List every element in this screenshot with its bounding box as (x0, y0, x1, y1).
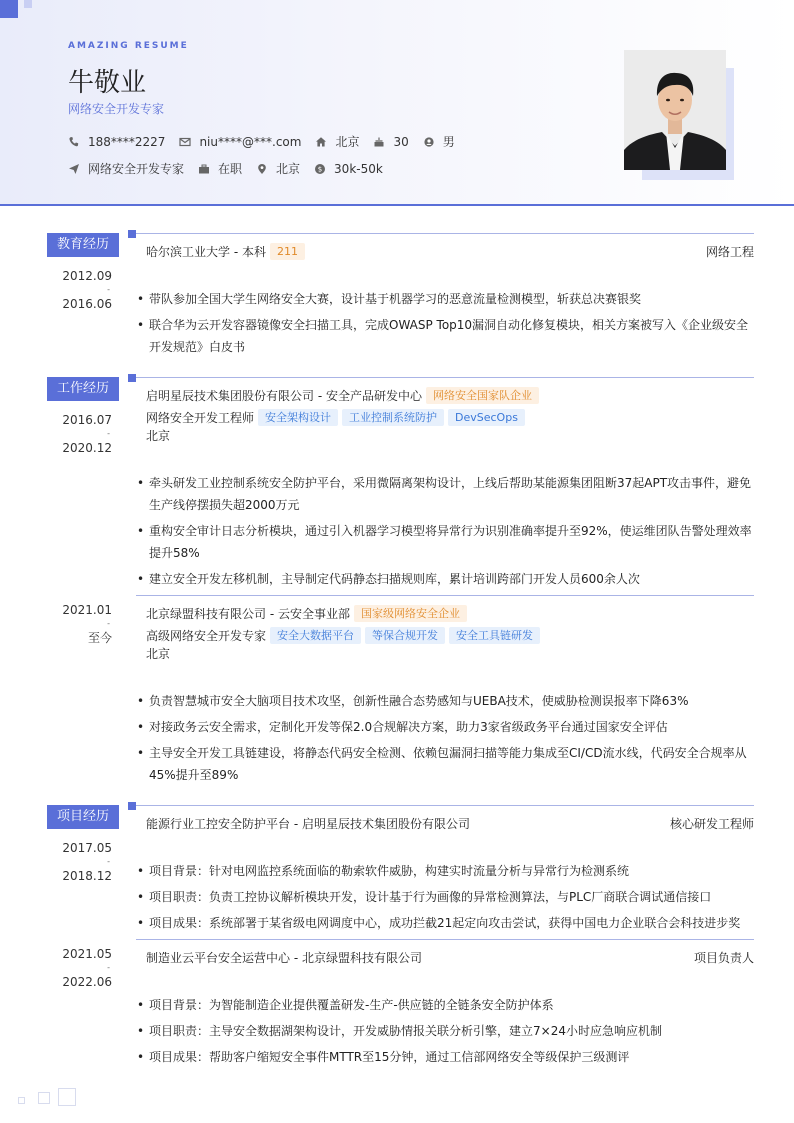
home-item (315, 133, 359, 150)
skill-tag: 工业控制系统防护 (342, 409, 444, 426)
entry-divider (136, 939, 754, 940)
phone-icon (68, 136, 80, 148)
location-icon (256, 163, 268, 175)
salary-item (314, 162, 383, 176)
date-start: 2017.05 (62, 841, 112, 855)
date-start: 2021.01 (62, 603, 112, 617)
skill-tag: DevSecOps (448, 409, 525, 426)
home-text: 北京 (335, 135, 360, 149)
company-tag: 网络安全国家队企业 (426, 387, 539, 404)
resume-header (0, 0, 794, 206)
phone-item (68, 135, 165, 149)
section-label-projects: 项目经历 (47, 805, 119, 829)
section-marker (128, 230, 136, 238)
decor-square (18, 1097, 25, 1104)
project-dates: 2021.05 - 2022.06 (62, 947, 112, 989)
decor-square (0, 0, 18, 18)
job-city-row (146, 426, 754, 444)
date-end: 2020.12 (62, 441, 112, 455)
list-item: • 项目背景：针对电网监控系统面临的勒索软件威胁，构建实时流量分析与异常行为检测系统 (136, 860, 754, 882)
project-bullets (136, 994, 754, 1072)
school-tag: 211 (270, 243, 305, 260)
project-header (146, 948, 754, 966)
job-city-row (146, 644, 754, 662)
company-name: 启明星辰技术集团股份有限公司 - 安全产品研发中心 (146, 388, 422, 403)
list-item: • 项目成果：帮助客户缩短安全事件MTTR至15分钟，通过工信部网络安全等级保护三级测评 (136, 1046, 754, 1068)
city-item (256, 160, 300, 177)
send-icon (68, 163, 80, 175)
project-header (146, 814, 754, 832)
project-role: 核心研发工程师 (669, 816, 754, 831)
status-item (198, 160, 242, 177)
gender-text: 男 (442, 135, 455, 149)
major: 网络工程 (705, 244, 754, 259)
job-company-row (146, 386, 754, 404)
job-intent-row (68, 160, 397, 177)
phone-text: 188****2227 (88, 134, 166, 149)
section-divider (136, 233, 754, 234)
status-text: 在职 (218, 162, 243, 176)
date-end: 至今 (87, 631, 112, 645)
job-position-row (146, 626, 754, 644)
skill-tag: 安全大数据平台 (270, 627, 361, 644)
salary-icon (314, 163, 326, 175)
education-bullets (136, 288, 754, 362)
list-item: • 牵头研发工业控制系统安全防护平台，采用微隔离架构设计，上线后帮助某能源集团阻断37起APT攻击事件，避免生产线停摆损失超2000万元 (136, 472, 754, 516)
mail-icon (179, 136, 191, 148)
job-company-row (146, 604, 754, 622)
list-item: • 重构安全审计日志分析模块，通过引入机器学习模型将异常行为识别准确率提升至92%，使运维团队告警处理效率提升58% (136, 520, 754, 564)
date-end: 2016.06 (62, 297, 112, 311)
section-marker (128, 802, 136, 810)
gender-item (423, 133, 455, 150)
contact-row (68, 133, 469, 150)
job-bullets (136, 472, 754, 594)
section-divider (136, 377, 754, 378)
skill-tag: 安全架构设计 (258, 409, 338, 426)
briefcase-icon (198, 163, 210, 175)
school-name: 哈尔滨工业大学 - 本科 (146, 244, 266, 259)
education-header (146, 242, 754, 260)
job-city: 北京 (146, 428, 171, 443)
list-item: • 项目职责：负责工控协议解析模块开发，设计基于行为画像的异常检测算法，与PLC厂商联合调试通信接口 (136, 886, 754, 908)
job-bullets (136, 690, 754, 790)
project-role: 项目负责人 (693, 950, 754, 965)
list-item: • 对接政务云安全需求，定制化开发等保2.0合规解决方案，助力3家省级政务平台通过国家安全评估 (136, 716, 754, 738)
entry-divider (136, 595, 754, 596)
project-bullets (136, 860, 754, 938)
position-name: 高级网络安全开发专家 (146, 628, 267, 643)
project-name: 能源行业工控安全防护平台 - 启明星辰技术集团股份有限公司 (146, 816, 470, 831)
gender-icon (423, 136, 435, 148)
brand-label: AMAZING RESUME (68, 41, 189, 51)
salary-text: 30k-50k (334, 161, 383, 176)
cake-icon (373, 136, 385, 148)
education-dates: 2012.09 - 2016.06 (62, 269, 112, 311)
list-item: • 联合华为云开发容器镜像安全扫描工具，完成OWASP Top10漏洞自动化修复模块，相关方案被写入《企业级安全开发规范》白皮书 (136, 314, 754, 358)
decor-square (58, 1088, 76, 1106)
project-name: 制造业云平台安全运营中心 - 北京绿盟科技有限公司 (146, 950, 422, 965)
job-position-row (146, 408, 754, 426)
company-tag: 国家级网络安全企业 (354, 605, 467, 622)
city-text: 北京 (276, 162, 301, 176)
position-name: 网络安全开发工程师 (146, 410, 255, 425)
skill-tag: 等保合规开发 (365, 627, 445, 644)
email-item (179, 135, 301, 149)
job-dates: 2021.01 - 至今 (62, 603, 112, 645)
list-item: • 项目职责：主导安全数据湖架构设计，开发威胁情报关联分析引擎，建立7×24小时应急响应机制 (136, 1020, 754, 1042)
decor-square-small (24, 0, 32, 8)
svg-text:$: $ (317, 165, 323, 174)
date-end: 2018.12 (62, 869, 112, 883)
skill-tag: 安全工具链研发 (449, 627, 540, 644)
list-item: • 带队参加全国大学生网络安全大赛，设计基于机器学习的恶意流量检测模型，斩获总决赛银奖 (136, 288, 754, 310)
section-divider (136, 805, 754, 806)
email-text: niu****@***.com (199, 134, 302, 149)
profile-photo (624, 50, 726, 170)
intent-text: 网络安全开发专家 (88, 162, 185, 176)
candidate-title: 网络安全开发专家 (68, 102, 165, 116)
job-city: 北京 (146, 646, 171, 661)
section-label-education: 教育经历 (47, 233, 119, 257)
age-item (373, 135, 408, 149)
date-start: 2012.09 (62, 269, 112, 283)
section-label-work: 工作经历 (47, 377, 119, 401)
intent-item (68, 160, 184, 177)
list-item: • 负责智慧城市安全大脑项目技术攻坚，创新性融合态势感知与UEBA技术，使威胁检测误报率下降63% (136, 690, 754, 712)
date-start: 2021.05 (62, 947, 112, 961)
section-marker (128, 374, 136, 382)
date-end: 2022.06 (62, 975, 112, 989)
job-dates: 2016.07 - 2020.12 (62, 413, 112, 455)
decor-square (38, 1092, 50, 1104)
list-item: • 建立安全开发左移机制，主导制定代码静态扫描规则库，累计培训跨部门开发人员600余人次 (136, 568, 754, 590)
home-icon (315, 136, 327, 148)
age-text: 30 (393, 134, 409, 149)
project-dates: 2017.05 - 2018.12 (62, 841, 112, 883)
candidate-name: 牛敬业 (68, 68, 147, 98)
list-item: • 项目成果：系统部署于某省级电网调度中心，成功拦截21起定向攻击尝试，获得中国电力企业联合会科技进步奖 (136, 912, 754, 934)
list-item: • 主导安全开发工具链建设，将静态代码安全检测、依赖包漏洞扫描等能力集成至CI/CD流水线，代码安全合规率从45%提升至89% (136, 742, 754, 786)
company-name: 北京绿盟科技有限公司 - 云安全事业部 (146, 606, 350, 621)
date-start: 2016.07 (62, 413, 112, 427)
list-item: • 项目背景：为智能制造企业提供覆盖研发-生产-供应链的全链条安全防护体系 (136, 994, 754, 1016)
